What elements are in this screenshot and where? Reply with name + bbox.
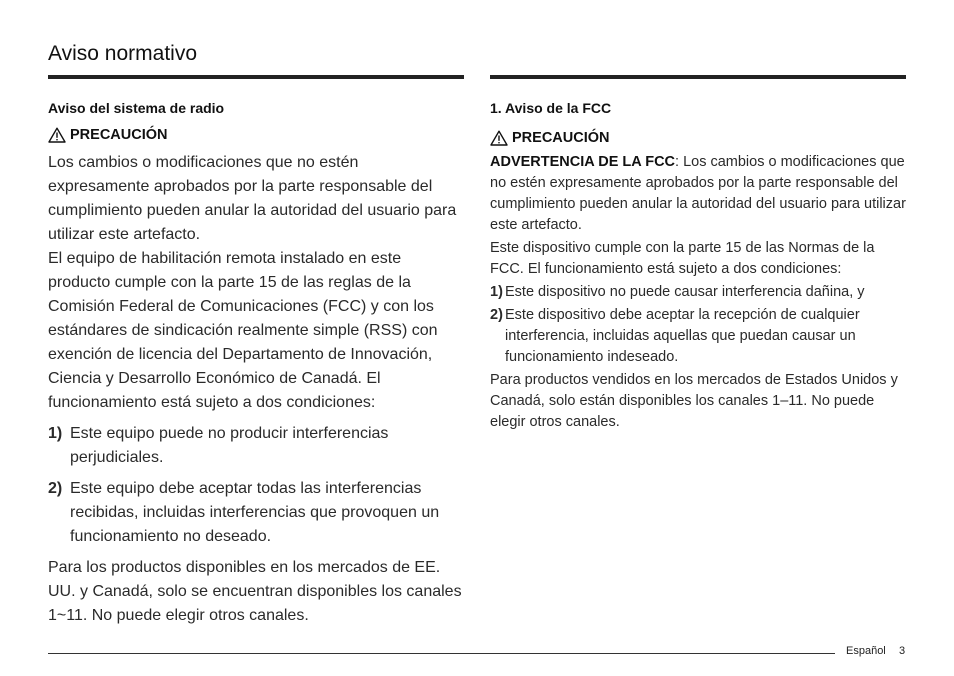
right-paragraph: Este dispositivo cumple con la parte 15 de las Normas de la FCC. El funcionamiento está sujeto a dos condiciones: <box>490 240 875 277</box>
left-heading-rule <box>48 75 464 79</box>
left-closing-paragraph: Para los productos disponibles en los mercados de EE. UU. y Canadá, solo se encuentran disponibles los canales 1~11. No puede elegir otros canales. <box>48 559 462 624</box>
list-item-text: Este dispositivo debe aceptar la recepción de cualquier interferencia, incluidas aquellas que puedan causar un funcionamiento indeseado. <box>505 307 860 365</box>
list-item-number: 2) <box>48 480 63 497</box>
list-item-number: 1) <box>490 284 503 300</box>
right-column <box>490 98 908 433</box>
footer-language: Español <box>846 645 886 657</box>
fcc-warning-text: : Los cambios o modificaciones que no estén expresamente aprobados por la parte responsable del cumplimiento pueden anular la autoridad del usuario para utilizar este artefacto. <box>490 154 906 233</box>
list-item-text: Este equipo puede no producir interferencias perjudiciales. <box>70 425 389 466</box>
list-item <box>48 422 464 470</box>
list-item-number: 2) <box>490 307 503 323</box>
left-caution-label: PRECAUCIÓN <box>70 127 168 143</box>
list-item-text: Este equipo debe aceptar todas las interferencias recibidas, incluidas interferencias que provoquen un funcionamiento no deseado. <box>70 480 440 545</box>
right-caution <box>490 128 908 148</box>
left-condition-list <box>48 422 464 549</box>
right-caution-label: PRECAUCIÓN <box>512 130 610 146</box>
list-item <box>490 282 908 303</box>
right-body <box>490 152 908 433</box>
warning-triangle-icon <box>490 130 508 146</box>
radio-notice-heading: Aviso del sistema de radio <box>48 100 225 116</box>
fcc-warning-paragraph <box>490 152 908 236</box>
left-paragraph: Los cambios o modificaciones que no estén expresamente aprobados por la parte responsable del cumplimiento pueden anular la autoridad del usuario para utilizar este artefacto. <box>48 154 457 243</box>
left-caution <box>48 125 464 145</box>
right-closing-paragraph: Para productos vendidos en los mercados de Estados Unidos y Canadá, solo están disponibles los canales 1–11. No puede elegir otros canales. <box>490 372 898 430</box>
fcc-warning-label: ADVERTENCIA DE LA FCC <box>490 154 676 170</box>
fcc-notice-heading: 1. Aviso de la FCC <box>490 100 612 116</box>
left-body <box>48 151 464 628</box>
warning-triangle-icon <box>48 127 66 143</box>
list-item <box>48 477 464 549</box>
list-item <box>490 305 908 368</box>
right-heading-rule <box>490 75 906 79</box>
left-paragraph: El equipo de habilitación remota instalado en este producto cumple con la parte 15 de las reglas de la Comisión Federal de Comunicaciones (FCC) y con los estándares de sindicación realmente simple (RSS) con exención de licencia del Departamento de Innovación, Ciencia y Desarrollo Económico de Canadá. El funcionamiento está sujeto a dos condiciones: <box>48 250 438 411</box>
left-column <box>48 98 464 628</box>
list-item-number: 1) <box>48 425 63 442</box>
page-title: Aviso normativo <box>48 42 198 65</box>
list-item-text: Este dispositivo no puede causar interferencia dañina, y <box>505 284 865 300</box>
footer-rule <box>48 653 835 654</box>
page-number: 3 <box>899 645 906 657</box>
